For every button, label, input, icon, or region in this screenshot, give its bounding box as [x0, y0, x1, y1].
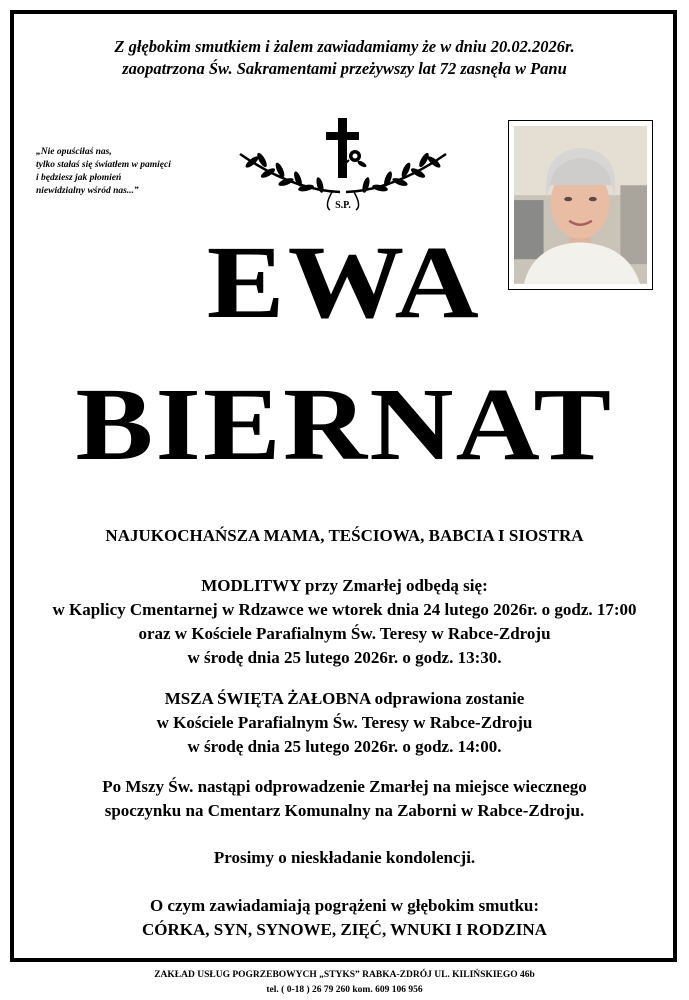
announcement-intro — [0, 36, 689, 80]
closing-section — [0, 894, 689, 942]
cross-laurel-icon — [232, 112, 454, 217]
closing-line: CÓRKA, SYN, SYNOWE, ZIĘĆ, WNUKI I RODZINA — [142, 920, 547, 939]
quote-line: i będziesz jak płomień — [36, 173, 122, 183]
deceased-first-name: EWA — [206, 225, 483, 340]
condolence-request: Prosimy o nieskładanie kondolencji. — [213, 848, 476, 867]
burial-line: spoczynku na Cmentarz Komunalny na Zaborni w Rabce-Zdroju. — [104, 801, 585, 820]
mass-line: w Kościele Parafialnym Św. Teresy w Rabce-Zdroju — [156, 713, 533, 732]
burial-line: Po Mszy Św. nastąpi odprowadzenie Zmarłej na miejsce wiecznego — [102, 777, 587, 796]
quote-line: „Nie opuściłaś nas, — [36, 147, 112, 157]
deceased-last-name: BIERNAT — [75, 367, 614, 482]
closing-line: O czym zawiadamiają pogrążeni w głębokim smutku: — [149, 896, 540, 915]
mass-section — [0, 687, 689, 759]
quote-line: niewidzialny wśród nas...” — [36, 186, 139, 196]
intro-line: zaopatrzona Św. Sakramentami przeżywszy lat 72 zasnęła w Panu — [122, 59, 567, 78]
prayers-line: oraz w Kościele Parafialnym Św. Teresy w Rabce-Zdroju — [138, 624, 551, 643]
emblem-initials: S.P. — [335, 200, 351, 211]
prayers-line: w Kaplicy Cmentarnej w Rdzawce we wtorek dnia 24 lutego 2026r. o godz. 17:00 — [52, 600, 637, 619]
burial-section — [0, 775, 689, 823]
family-roles: NAJUKOCHAŃSZA MAMA, TEŚCIOWA, BABCIA I SIOSTRA — [105, 526, 584, 545]
prayers-line: w środę dnia 25 lutego 2026r. o godz. 13:30. — [187, 648, 502, 667]
intro-line: Z głębokim smutkiem i żalem zawiadamiamy że w dniu 20.02.2026r. — [114, 37, 575, 56]
prayers-section — [0, 574, 689, 670]
footer-line: tel. ( 0-18 ) 26 79 260 kom. 609 106 956 — [266, 985, 423, 995]
mass-line: w środę dnia 25 lutego 2026r. o godz. 14:00. — [187, 737, 502, 756]
mass-line: MSZA ŚWIĘTA ŻAŁOBNA odprawiona zostanie — [164, 689, 525, 708]
footer-line: ZAKŁAD USŁUG POGRZEBOWYCH „STYKS” RABKA-ZDRÓJ UL. KILIŃSKIEGO 46b — [154, 970, 535, 980]
prayers-line: MODLITWY przy Zmarłej odbędą się: — [201, 576, 488, 595]
funeral-home-footer — [0, 968, 689, 998]
quote-line: tylko stałaś się światłem w pamięci — [36, 160, 171, 170]
